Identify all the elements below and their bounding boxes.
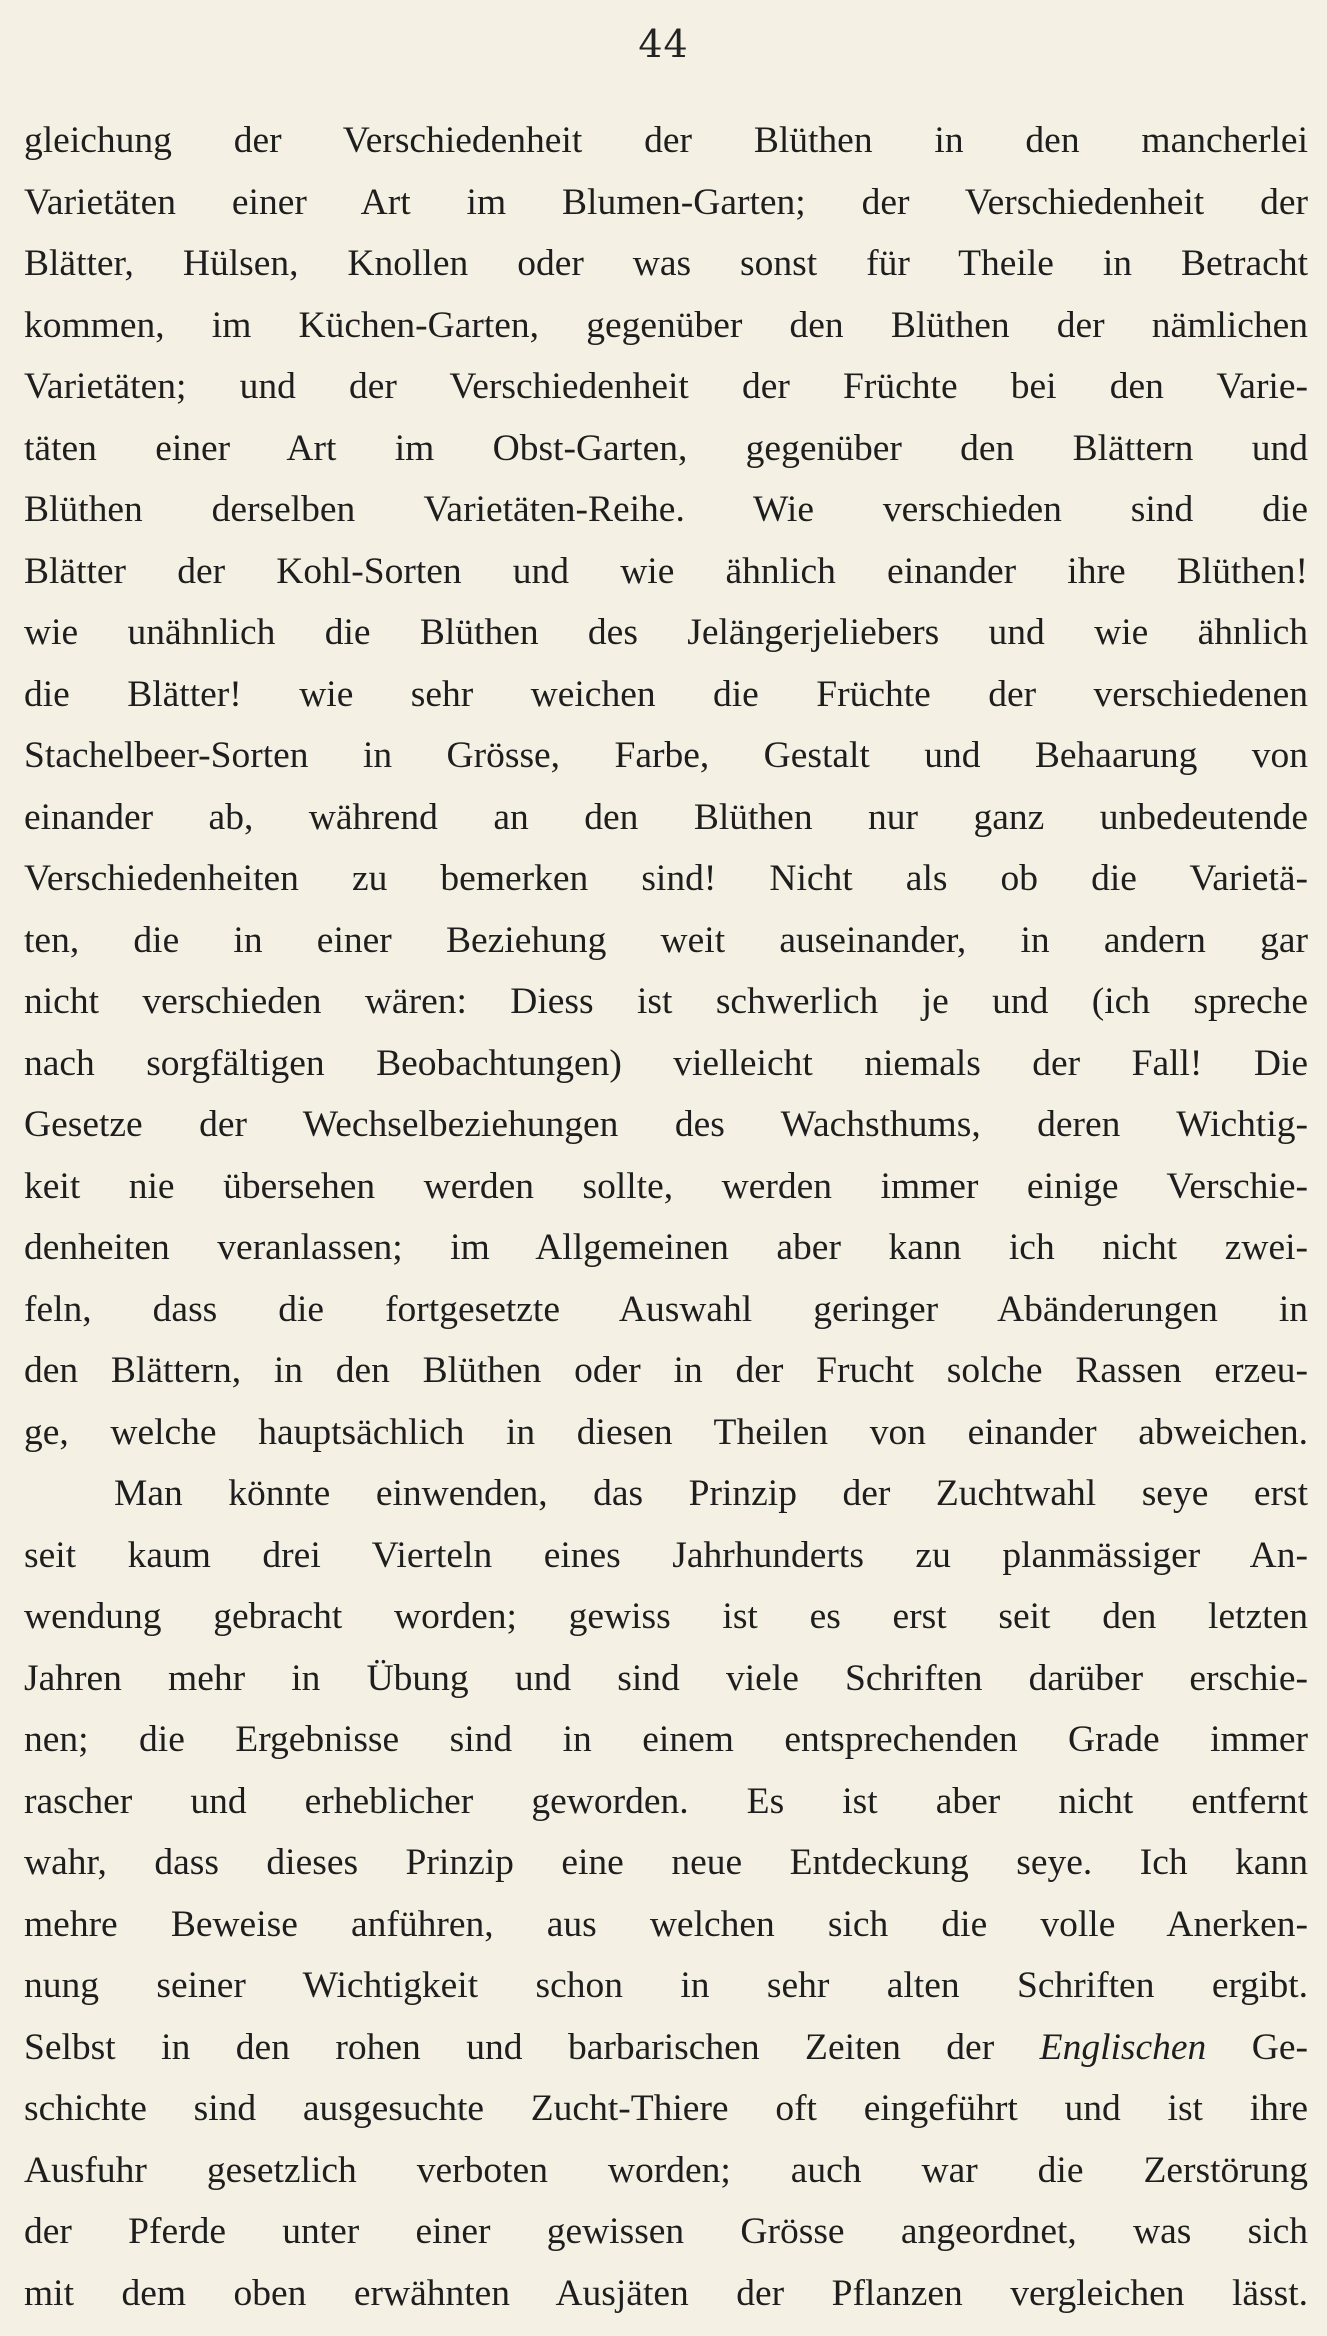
page-number: 44 <box>638 22 689 66</box>
text-line: seit kaum drei Vierteln eines Jahrhunderts zu planmässiger An- <box>24 1534 1308 1576</box>
text-line: Varietäten; und der Verschiedenheit der Früchte bei den Varie- <box>24 366 1308 407</box>
text-line: schichte sind ausgesuchte Zucht-Thiere oft eingeführt und ist ihre <box>24 2088 1308 2129</box>
text-line: Ausfuhr gesetzlich verboten worden; auch war die Zerstörung <box>24 2149 1308 2191</box>
text-segment: Ge- <box>1251 2026 1309 2068</box>
text-line: Blätter, Hülsen, Knollen oder was sonst für Theile in Betracht <box>24 243 1308 284</box>
text-segment: Selbst in den rohen und barbarischen Zeiten der <box>24 2026 995 2068</box>
text-line: Stachelbeer-Sorten in Grösse, Farbe, Gestalt und Behaarung von <box>24 735 1308 776</box>
text-line: wie unähnlich die Blüthen des Jelängerjeliebers und wie ähnlich <box>24 612 1308 653</box>
text-line: die Blätter! wie sehr weichen die Früchte der verschiedenen <box>24 673 1308 715</box>
text-line: kommen, im Küchen-Garten, gegenüber den Blüthen der nämlichen <box>24 304 1308 346</box>
text-line: Gesetze der Wechselbeziehungen des Wachsthums, deren Wichtig- <box>24 1104 1308 1145</box>
text-line: den Blättern, in den Blüthen oder in der Frucht solche Rassen erzeu- <box>24 1350 1308 1391</box>
text-line: täten einer Art im Obst-Garten, gegenüber den Blättern und <box>24 427 1308 469</box>
text-line: mit dem oben erwähnten Ausjäten der Pflanzen vergleichen lässt. <box>24 2272 1308 2314</box>
paragraph-start-line: Man könnte einwenden, das Prinzip der Zuchtwahl seye erst <box>114 1473 1308 1514</box>
text-line: nung seiner Wichtigkeit schon in sehr alten Schriften ergibt. <box>24 1965 1308 2006</box>
text-line: rascher und erheblicher geworden. Es ist aber nicht entfernt <box>24 1780 1308 1822</box>
text-line: Jahren mehr in Übung und sind viele Schriften darüber erschie- <box>24 1657 1308 1699</box>
text-line: Verschiedenheiten zu bemerken sind! Nicht als ob die Varietä- <box>24 858 1308 899</box>
italic-word: Englischen <box>1039 2026 1207 2068</box>
text-line: keit nie übersehen werden sollte, werden immer einige Verschie- <box>24 1165 1308 1207</box>
text-line-with-italic <box>24 2017 1308 2079</box>
body-text <box>24 110 1308 2324</box>
text-line: wendung gebracht worden; gewiss ist es erst seit den letzten <box>24 1596 1308 1637</box>
text-line: Varietäten einer Art im Blumen-Garten; der Verschiedenheit der <box>24 181 1308 223</box>
text-line: gleichung der Verschiedenheit der Blüthen in den mancherlei <box>24 120 1308 161</box>
text-line: einander ab, während an den Blüthen nur ganz unbedeutende <box>24 796 1308 838</box>
text-line: denheiten veranlassen; im Allgemeinen aber kann ich nicht zwei- <box>24 1227 1308 1268</box>
text-line: der Pferde unter einer gewissen Grösse angeordnet, was sich <box>24 2211 1308 2252</box>
text-line: Blätter der Kohl-Sorten und wie ähnlich einander ihre Blüthen! <box>24 550 1308 592</box>
text-line: nach sorgfältigen Beobachtungen) vielleicht niemals der Fall! Die <box>24 1042 1308 1084</box>
text-line: feln, dass die fortgesetzte Auswahl geringer Abänderungen in <box>24 1288 1308 1330</box>
text-line: Blüthen derselben Varietäten-Reihe. Wie verschieden sind die <box>24 489 1308 530</box>
text-line: ge, welche hauptsächlich in diesen Theilen von einander abweichen. <box>24 1411 1308 1453</box>
text-line: mehre Beweise anführen, aus welchen sich die volle Anerken- <box>24 1903 1308 1945</box>
text-line: ten, die in einer Beziehung weit auseinander, in andern gar <box>24 919 1308 961</box>
text-line: nicht verschieden wären: Diess ist schwerlich je und (ich spreche <box>24 981 1308 1022</box>
text-line: wahr, dass dieses Prinzip eine neue Entdeckung seye. Ich kann <box>24 1842 1308 1883</box>
text-line: nen; die Ergebnisse sind in einem entsprechenden Grade immer <box>24 1719 1308 1760</box>
